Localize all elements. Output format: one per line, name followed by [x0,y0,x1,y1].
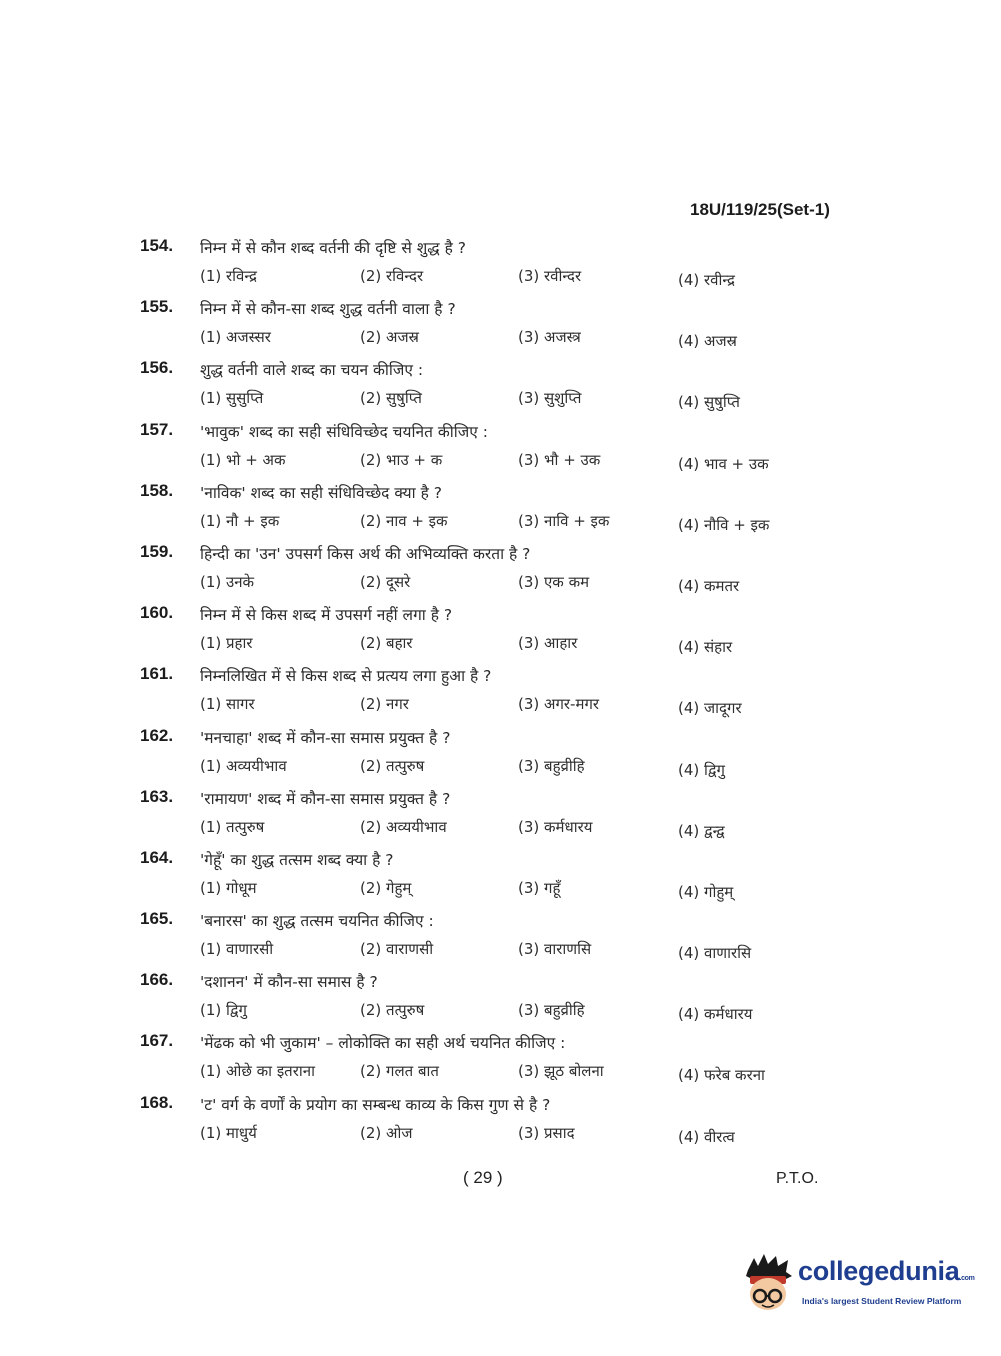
question-number: 161. [140,664,174,684]
option-2: (2) वाराणसी [360,940,434,959]
option-2: (2) अजस्र [360,328,419,347]
question-text: 'ट' वर्ग के वर्णों के प्रयोग का सम्बन्ध काव्य के किस गुण से है ? [200,1095,551,1114]
option-2: (2) गेहुम् [360,878,412,897]
option-3: (3) नावि + इक [518,511,610,530]
question-text: शुद्ध वर्तनी वाले शब्द का चयन कीजिए : [200,361,424,380]
question-text: निम्न में से कौन शब्द वर्तनी की दृष्टि से शुद्ध है ? [200,239,466,257]
option-1: (1) उनके [200,572,255,591]
logo-brand-text: collegedunia [798,1256,960,1286]
option-4: (4) गोहुम् [678,882,734,901]
question-number: 160. [140,603,174,623]
collegedunia-logo [740,1250,975,1320]
option-4: (4) रवीन्द्र [678,271,735,289]
question-text: 'नाविक' शब्द का सही संधिविच्छेद क्या है ? [200,483,442,502]
option-1: (1) गोधूम [200,878,257,897]
question-item [140,968,860,1029]
option-1: (1) अव्ययीभाव [200,756,287,775]
option-3: (3) झूठ बोलना [518,1062,604,1081]
pto-label: P.T.O. [776,1170,819,1187]
option-2: (2) तत्पुरुष [360,1001,425,1020]
question-number: 168. [140,1092,174,1112]
question-item [140,1091,860,1152]
question-item [140,418,860,479]
option-3: (3) बहुव्रीहि [518,756,585,775]
option-1: (1) अजस्सर [200,328,271,347]
option-3: (3) सुशुप्ति [518,389,582,408]
question-item [140,356,860,417]
question-item [140,540,860,601]
option-4: (4) फरेब करना [678,1066,765,1085]
question-item [140,785,860,846]
option-3: (3) प्रसाद [518,1123,575,1142]
page-number: ( 29 ) [463,1168,503,1187]
option-4: (4) कर्मधारय [678,1005,753,1024]
question-number: 158. [140,480,174,500]
option-3: (3) वाराणसि [518,940,592,959]
question-text: 'मेंढक को भी जुकाम' – लोकोक्ति का सही अर्थ चयनित कीजिए : [200,1034,566,1053]
question-item [140,724,860,785]
question-text: 'बनारस' का शुद्ध तत्सम चयनित कीजिए : [200,912,434,931]
option-1: (1) वाणारसी [200,940,274,959]
option-4: (4) नौवि + इक [678,515,770,534]
option-1: (1) सुसुप्ति [200,389,264,408]
option-2: (2) रविन्दर [360,267,424,285]
option-2: (2) भाउ + क [360,450,443,469]
question-item [140,662,860,723]
question-text: निम्न में से कौन-सा शब्द शुद्ध वर्तनी वाला है ? [200,300,456,319]
option-1: (1) द्विगु [200,1001,247,1020]
option-3: (3) अगर-मगर [518,695,600,714]
question-item [140,479,860,540]
logo-brand [798,1256,975,1287]
option-4: (4) सुषुप्ति [678,393,740,412]
question-item [140,846,860,907]
question-item [140,601,860,662]
question-number: 159. [140,541,174,561]
question-text: 'मनचाहा' शब्द में कौन-सा समास प्रयुक्त है ? [200,728,451,747]
option-4: (4) कमतर [678,576,740,595]
question-number: 166. [140,970,174,990]
option-1: (1) नौ + इक [200,511,280,530]
question-list [140,234,860,1152]
question-number: 162. [140,725,174,745]
question-text: निम्नलिखित में से किस शब्द से प्रत्यय लगा हुआ है ? [200,667,492,686]
option-4: (4) वाणारसि [678,944,752,963]
question-text: निम्न में से किस शब्द में उपसर्ग नहीं लगा है ? [200,606,453,625]
option-3: (3) कर्मधारय [518,817,593,836]
option-1: (1) भो + अक [200,450,286,469]
question-number: 165. [140,909,174,929]
question-text: 'रामायण' शब्द में कौन-सा समास प्रयुक्त है ? [200,789,451,808]
question-text: 'दशानन' में कौन-सा समास है ? [200,973,378,992]
question-number: 163. [140,786,174,806]
option-2: (2) तत्पुरुष [360,756,425,775]
option-2: (2) सुषुप्ति [360,389,422,408]
mascot-icon [740,1250,800,1320]
question-number: 164. [140,847,174,867]
option-1: (1) माधुर्य [200,1123,257,1142]
option-4: (4) संहार [678,638,733,657]
logo-tagline: India's largest Student Review Platform [802,1296,962,1306]
option-4: (4) वीरत्व [678,1127,735,1146]
option-4: (4) भाव + उक [678,454,769,473]
option-4: (4) जादूगर [678,699,742,718]
option-2: (2) बहार [360,634,413,653]
option-3: (3) बहुव्रीहि [518,1001,585,1020]
option-2: (2) अव्ययीभाव [360,817,447,836]
option-2: (2) नगर [360,695,409,714]
question-number: 157. [140,419,174,439]
question-text: 'गेहूँ' का शुद्ध तत्सम शब्द क्या है ? [200,850,394,869]
option-3: (3) रवीन्दर [518,267,582,285]
option-4: (4) द्वन्द्व [678,821,725,840]
option-3: (3) अजस्त्र [518,328,581,347]
question-number: 167. [140,1031,174,1051]
question-item [140,234,860,295]
option-3: (3) एक कम [518,572,590,591]
option-3: (3) आहार [518,634,578,653]
logo-suffix: .com [959,1275,975,1282]
question-text: हिन्दी का 'उन' उपसर्ग किस अर्थ की अभिव्यक्ति करता है ? [200,544,531,563]
option-4: (4) द्विगु [678,760,725,779]
question-item [140,295,860,356]
paper-code: 18U/119/25(Set-1) [690,200,830,219]
question-number: 154. [140,236,174,255]
option-1: (1) तत्पुरुष [200,817,265,836]
option-4: (4) अजस्र [678,332,737,351]
option-3: (3) गहूँ [518,878,561,897]
option-1: (1) ओछे का इतराना [200,1062,315,1081]
question-text: 'भावुक' शब्द का सही संधिविच्छेद चयनित कीजिए : [200,422,488,441]
option-3: (3) भौ + उक [518,450,601,469]
question-number: 156. [140,358,174,378]
option-2: (2) गलत बात [360,1062,439,1081]
option-2: (2) दूसरे [360,572,411,591]
option-2: (2) नाव + इक [360,511,448,530]
question-number: 155. [140,297,174,317]
question-item [140,1029,860,1090]
question-item [140,907,860,968]
option-1: (1) सागर [200,695,255,714]
option-2: (2) ओज [360,1123,413,1142]
option-1: (1) रविन्द्र [200,267,257,285]
option-1: (1) प्रहार [200,634,253,653]
